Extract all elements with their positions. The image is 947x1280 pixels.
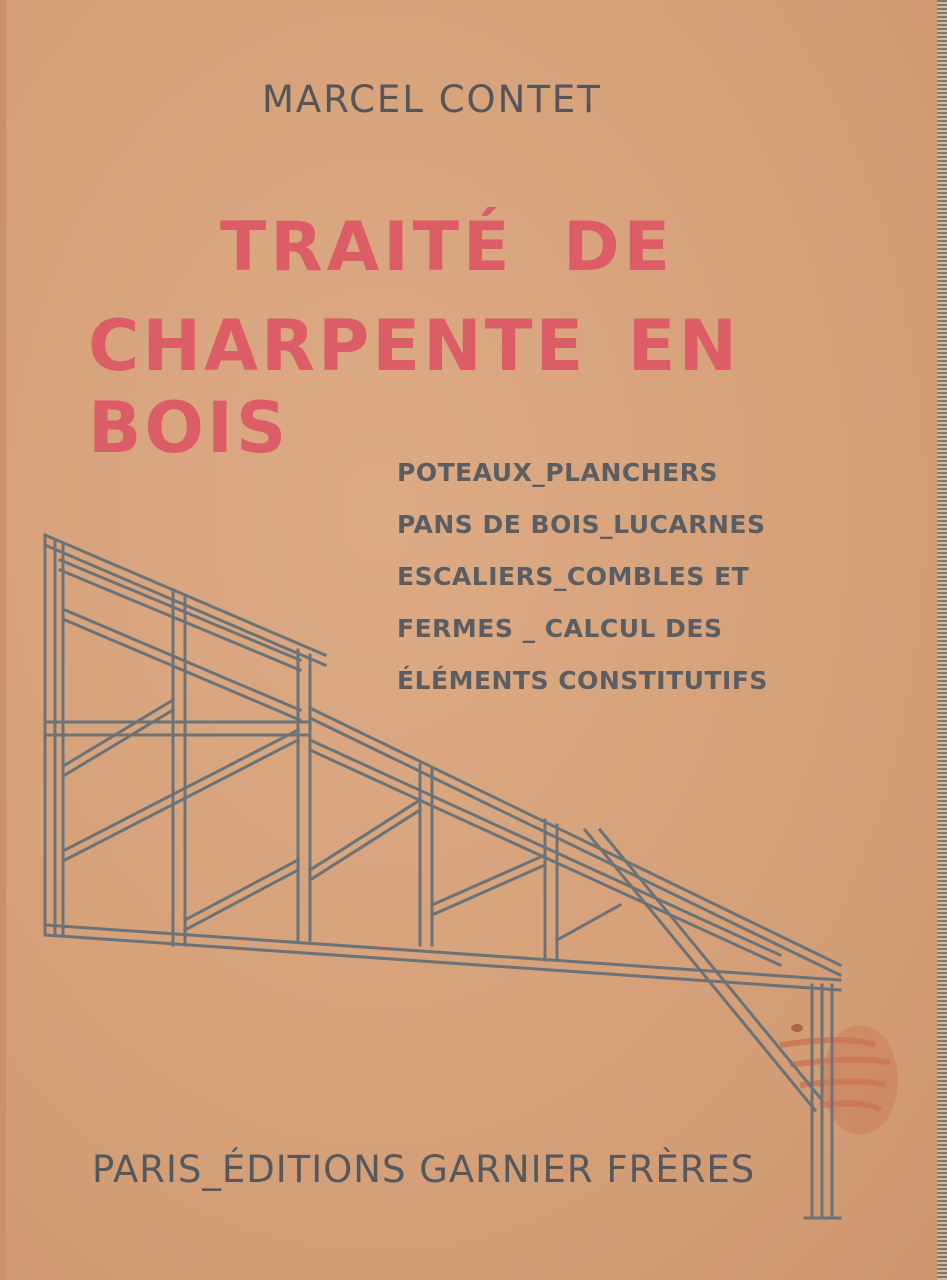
subtitle-line: FERMES _ CALCUL DES [397, 614, 723, 643]
subtitle-line: ÉLÉMENTS CONSTITUTIFS [397, 666, 768, 695]
stain-mark [780, 1024, 898, 1135]
publisher-line: PARIS_ÉDITIONS GARNIER FRÈRES [92, 1148, 756, 1191]
title-line-1: TRAITÉ DE [220, 208, 675, 287]
author-name: MARCEL CONTET [262, 78, 602, 121]
subtitle-line: PANS DE BOIS_LUCARNES [397, 510, 766, 539]
subtitle-line: POTEAUX_PLANCHERS [397, 458, 718, 487]
title-line-2: CHARPENTE EN BOIS [88, 305, 741, 469]
subtitle-line: ESCALIERS_COMBLES ET [397, 562, 750, 591]
